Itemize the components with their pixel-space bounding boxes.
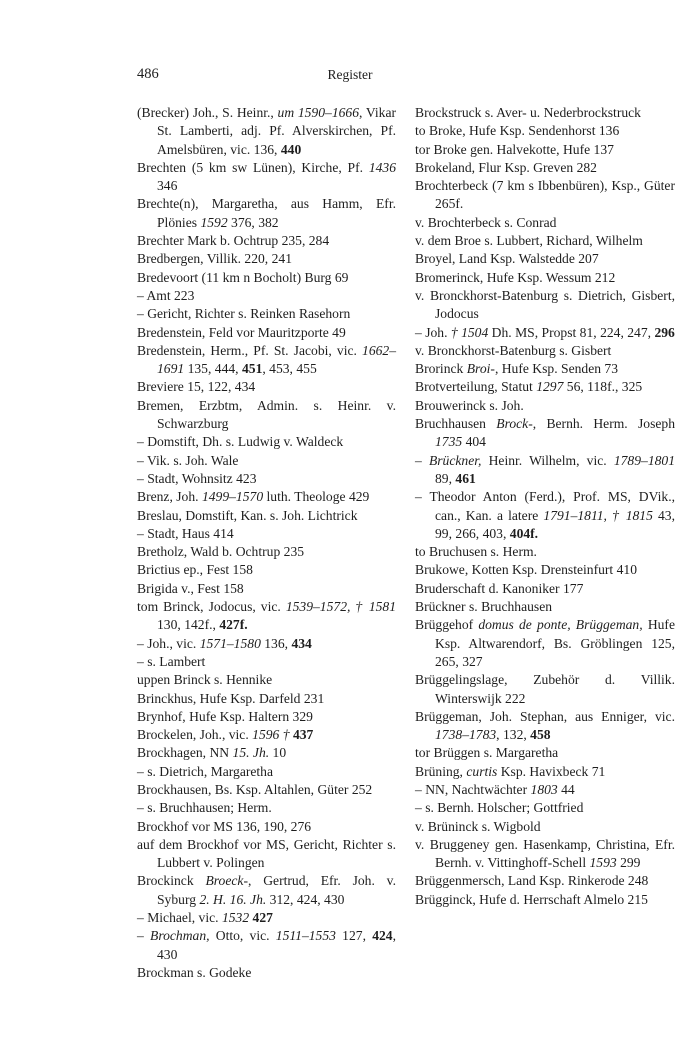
entry-text: 424 [372, 928, 393, 944]
entry-text: – Joh. [415, 324, 451, 340]
index-entry [415, 177, 675, 214]
entry-text: , Bernh. Herm. Joseph [532, 416, 675, 432]
index-entry [415, 671, 675, 708]
entry-text: um 1590–1666 [277, 105, 360, 120]
entry-text: Brüggenmersch, Land Ksp. Rinkerode 248 [415, 873, 649, 889]
index-entry [137, 635, 396, 653]
entry-text: – Stadt, Haus 414 [137, 525, 234, 541]
index-entry [415, 561, 675, 579]
entry-text: 427 [252, 910, 273, 926]
entry-text: † 1504 [450, 324, 489, 340]
entry-text: Brukowe, Kotten Ksp. Drensteinfurt 410 [415, 562, 637, 578]
entry-text: 1735 [435, 434, 463, 450]
entry-text: Brüggeman, Joh. Stephan, aus Enniger, vic. [415, 708, 675, 724]
entry-text: – Gericht, Richter s. Reinken Rasehorn [137, 306, 351, 322]
entry-text: Bruchhausen [415, 416, 497, 432]
entry-text: tom Brinck, Jodocus, vic. [137, 599, 286, 615]
index-entry [415, 324, 675, 342]
index-entry [137, 232, 396, 250]
entry-text: Brechter Mark b. Ochtrup 235, 284 [137, 233, 330, 249]
entry-text: Brockstruck s. Aver- u. Nederbrockstruck [415, 105, 641, 120]
index-entry [415, 488, 675, 543]
page-number: 486 [137, 66, 159, 82]
entry-text: Brechte(n), Margaretha, aus Hamm, Efr. Plönies [137, 196, 396, 230]
index-entry [415, 836, 675, 873]
index-entry [415, 287, 675, 324]
index-entry [415, 543, 675, 561]
entry-text: Brückner, [428, 452, 482, 468]
entry-text: 135, 444, [184, 361, 242, 377]
index-entry [415, 763, 675, 781]
entry-text: – [415, 452, 429, 468]
entry-text: – s. Dietrich, Margaretha [137, 763, 274, 779]
index-entry [137, 726, 396, 744]
entry-text: 1596 † [252, 727, 290, 743]
index-entry [415, 122, 675, 140]
entry-text: – s. Lambert [137, 653, 206, 669]
entry-text: Brüggelingslage, Zubehör d. Villik. Winterswijk 222 [415, 672, 675, 706]
entry-text: 1499–1570 [201, 489, 264, 505]
entry-text: Brüggehof [415, 617, 479, 633]
entry-text: uppen Brinck s. Hennike [137, 672, 273, 688]
entry-text: 404 [462, 434, 486, 450]
entry-text: Brüning, [415, 763, 467, 779]
index-entry [415, 708, 675, 745]
index-entry [137, 342, 396, 379]
entry-text: Brictius ep., Fest 158 [137, 562, 253, 578]
index-entry [137, 708, 396, 726]
entry-text: Ksp. Havixbeck 71 [497, 763, 606, 779]
index-entry [415, 342, 675, 360]
index-entry [137, 378, 396, 396]
entry-text: tor Broke gen. Halvekotte, Hufe 137 [415, 141, 614, 157]
index-entry [415, 452, 675, 489]
entry-text: – NN, Nachtwächter [415, 781, 531, 797]
entry-text: Bromerinck, Hufe Ksp. Wessum 212 [415, 269, 616, 285]
running-head: Register [327, 67, 373, 82]
entry-text: 1738–1783 [435, 727, 497, 743]
entry-text: Brock- [496, 416, 533, 432]
entry-text: 2. H. 16. Jh. [199, 891, 267, 907]
index-entry [137, 250, 396, 268]
entry-text: 312, 424, 430 [266, 891, 345, 907]
entry-text: 451 [241, 361, 263, 377]
entry-text: Brockhagen, NN [137, 745, 233, 761]
index-entry [137, 525, 396, 543]
entry-text: Brenz, Joh. [137, 489, 202, 505]
entry-text: Bruderschaft d. Kanoniker 177 [415, 580, 584, 596]
entry-text: – [137, 928, 151, 944]
entry-text: – s. Bruchhausen; Herm. [137, 800, 272, 816]
entry-text: 427f. [219, 617, 248, 633]
index-entry [137, 580, 396, 598]
index-entry [137, 744, 396, 762]
entry-text: Bredenstein, Herm., Pf. St. Jacobi, vic. [137, 342, 363, 358]
index-entry [137, 763, 396, 781]
entry-text: , Hufe Ksp. Senden 73 [494, 361, 619, 377]
entry-text: – Domstift, Dh. s. Ludwig v. Waldeck [137, 434, 344, 450]
entry-text: Brotverteilung, Statut [415, 379, 537, 395]
entry-text: v. Bruggeney gen. Hasenkamp, Christina, Efr. Bernh. v. Vittinghoff-Schell [415, 836, 675, 871]
index-entry [415, 159, 675, 177]
index-entry [137, 433, 396, 451]
index-entry [415, 360, 675, 378]
index-entry [137, 397, 396, 434]
entry-text: Brockinck [137, 873, 206, 889]
index-entry [137, 818, 396, 836]
entry-text: – Theodor Anton (Ferd.), Prof. MS, DVik., can., Kan. a latere [415, 489, 675, 523]
index-entry [415, 415, 675, 452]
entry-text: Brinckhus, Hufe Ksp. Darfeld 231 [137, 690, 325, 706]
entry-text: 1662–1691 [157, 342, 396, 377]
index-entry [415, 269, 675, 287]
entry-text: Breslau, Domstift, Kan. s. Joh. Lichtrick [137, 507, 358, 523]
entry-text: 346 [157, 178, 178, 194]
index-entry [415, 598, 675, 616]
entry-text: 376, 382 [227, 214, 279, 230]
entry-text: v. Bronckhorst-Batenburg s. Dietrich, Gisbert, Jodocus [415, 287, 675, 322]
entry-text: Hufe Ksp. Altwarendorf, Bs. Gröblingen 125, 265, 327 [435, 617, 675, 669]
entry-text: Bredevoort (11 km n Bocholt) Burg 69 [137, 269, 349, 285]
entry-text: Brügginck, Hufe d. Herrschaft Almelo 215 [415, 891, 648, 907]
entry-text: v. Brochterbeck s. Conrad [415, 214, 557, 230]
index-entry [415, 616, 675, 671]
entry-text: Brockelen, Joh., vic. [137, 727, 253, 743]
entry-text: – Vik. s. Joh. Wale [137, 452, 239, 468]
index-entry [137, 305, 396, 323]
entry-text: 1532 [221, 910, 250, 926]
entry-text: 1297 [536, 379, 564, 395]
index-entry [137, 104, 396, 159]
entry-text: Bredbergen, Villik. 220, 241 [137, 251, 292, 267]
index-entry [415, 397, 675, 415]
entry-text: , 132, [496, 727, 531, 743]
index-entry [137, 488, 396, 506]
entry-text: Brückner s. Bruchhausen [415, 599, 553, 615]
entry-text: 1803 [530, 781, 558, 797]
index-entry [415, 378, 675, 396]
index-entry [415, 781, 675, 799]
entry-text: , Vikar St. Lamberti, adj. Pf. Alverskirchen, Pf. Amelsbüren, vic. 136, [157, 105, 397, 157]
entry-text: – s. Bernh. Holscher; Gottfried [415, 800, 584, 816]
index-entry [137, 507, 396, 525]
entry-text: v. Bronckhorst-Batenburg s. Gisbert [415, 342, 612, 358]
index-entry [137, 543, 396, 561]
entry-text: Brockhausen, Bs. Ksp. Altahlen, Güter 252 [137, 781, 373, 797]
index-entry [137, 909, 396, 927]
entry-text: 1791–1811, † 1815 [543, 507, 653, 523]
index-entry [137, 598, 396, 635]
entry-text: Bretholz, Wald b. Ochtrup 235 [137, 544, 305, 560]
entry-text: Bremen, Erzbtm, Admin. s. Heinr. v. Schwarzburg [137, 397, 396, 432]
index-entry [137, 324, 396, 342]
index-entry [137, 653, 396, 671]
entry-text: luth. Theologe 429 [263, 489, 370, 505]
entry-text: Bredenstein, Feld vor Mauritzporte 49 [137, 324, 346, 340]
entry-text: domus de ponte, Brüggeman, [478, 617, 643, 633]
index-entry [137, 872, 396, 909]
entry-text: to Bruchusen s. Herm. [415, 544, 537, 560]
entry-text: , Gertrud, Efr. Joh. v. Syburg [157, 873, 396, 907]
entry-text: 404f. [509, 525, 539, 541]
entry-text: to Broke, Hufe Ksp. Sendenhorst 136 [415, 123, 620, 139]
index-entry [137, 927, 396, 964]
entry-text: 44 [557, 781, 575, 797]
entry-text: 434 [291, 635, 312, 651]
index-entry [137, 799, 396, 817]
entry-text: 56, 118f., 325 [563, 379, 643, 395]
index-entry [137, 781, 396, 799]
index-entry [137, 690, 396, 708]
entry-text: 1571–1580 [199, 635, 261, 651]
entry-text: 136, [260, 635, 292, 651]
entry-text: v. dem Broe s. Lubbert, Richard, Wilhelm [415, 233, 643, 249]
index-column-left [137, 104, 396, 982]
entry-text: 437 [292, 727, 314, 743]
entry-text: 1539–1572, † 1581 [285, 599, 397, 615]
entry-text: Brochterbeck (7 km s Ibbenbüren), Ksp., Güter 265f. [415, 178, 675, 212]
index-entry [415, 580, 675, 598]
entry-text: tor Brüggen s. Margaretha [415, 745, 559, 761]
entry-text: 1436 [368, 159, 396, 175]
index-entry [137, 470, 396, 488]
index-entry [137, 269, 396, 287]
entry-text: Broi- [466, 361, 495, 377]
entry-text: Brechten (5 km sw Lünen), Kirche, Pf. [137, 159, 369, 175]
entry-text: 89, [435, 470, 456, 486]
entry-text: Brokeland, Flur Ksp. Greven 282 [415, 159, 597, 175]
index-entry [137, 836, 396, 873]
entry-text: 1511–1553 [275, 928, 336, 944]
index-entry [137, 671, 396, 689]
index-entry [415, 141, 675, 159]
index-entry [137, 195, 396, 232]
entry-text: Breviere 15, 122, 434 [137, 379, 256, 395]
entry-text: , 430 [157, 928, 396, 962]
entry-text: 299 [616, 855, 641, 871]
index-entry [415, 891, 675, 909]
entry-text: (Brecker) Joh., S. Heinr., [137, 105, 278, 120]
entry-text: 458 [530, 727, 551, 743]
entry-text: Brynhof, Hufe Ksp. Haltern 329 [137, 708, 313, 724]
entry-text: 10 [269, 745, 287, 761]
index-entry [415, 232, 675, 250]
entry-text: – Michael, vic. [137, 910, 222, 926]
entry-text: v. Brüninck s. Wigbold [415, 818, 541, 834]
index-entry [415, 214, 675, 232]
entry-text: 461 [455, 470, 476, 486]
index-column-right [415, 104, 675, 909]
entry-text: Broeck- [205, 873, 248, 889]
entry-text: 1592 [200, 214, 228, 230]
entry-text: 296 [654, 324, 675, 340]
index-entry [415, 799, 675, 817]
entry-text: 43, 99, 266, 403, [435, 507, 675, 541]
entry-text: Brouwerinck s. Joh. [415, 397, 524, 413]
index-entry [415, 250, 675, 268]
entry-text: Brorinck [415, 361, 467, 377]
entry-text: Brochman, [150, 928, 210, 944]
entry-text: – Amt 223 [137, 287, 195, 303]
index-entry [137, 964, 396, 982]
entry-text: 130, 142f., [157, 617, 220, 633]
entry-text: 1593 [589, 855, 617, 871]
entry-text: auf dem Brockhof vor MS, Gericht, Richter s. Lubbert v. Polingen [137, 836, 396, 871]
index-entry [415, 818, 675, 836]
index-entry [415, 744, 675, 762]
entry-text: Brigida v., Fest 158 [137, 580, 244, 596]
entry-text: , 453, 455 [262, 361, 317, 377]
index-entry [137, 452, 396, 470]
entry-text: 15. Jh. [232, 745, 270, 761]
entry-text: – Joh., vic. [137, 635, 200, 651]
index-entry [137, 159, 396, 196]
entry-text: Brockhof vor MS 136, 190, 276 [137, 818, 312, 834]
entry-text: 1789–1801 [613, 452, 675, 468]
entry-text: curtis [466, 763, 498, 779]
entry-text: Otto, vic. [209, 928, 276, 944]
entry-text: Brockman s. Godeke [137, 964, 252, 980]
entry-text: Broyel, Land Ksp. Walstedde 207 [415, 251, 599, 267]
entry-text: Heinr. Wilhelm, vic. [481, 452, 614, 468]
index-entry [137, 287, 396, 305]
entry-text: – Stadt, Wohnsitz 423 [137, 470, 257, 486]
entry-text: Dh. MS, Propst 81, 224, 247, [488, 324, 655, 340]
page-header [0, 66, 700, 86]
index-entry [415, 872, 675, 890]
entry-text: 440 [280, 141, 302, 157]
index-entry [415, 104, 675, 122]
index-entry [137, 561, 396, 579]
entry-text: 127, [335, 928, 373, 944]
